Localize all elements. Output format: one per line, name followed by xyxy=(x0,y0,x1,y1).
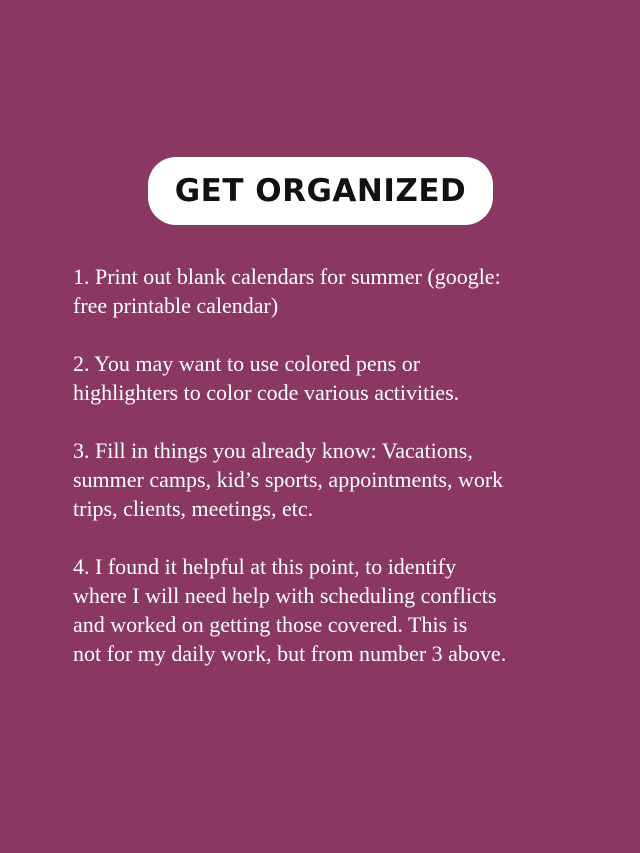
tip-item-2: 2. You may want to use colored pens or highlighters to color code various activities. xyxy=(73,351,460,405)
page-title: GET ORGANIZED xyxy=(174,173,467,209)
tip-item-4: 4. I found it helpful at this point, to identify where I will need help with scheduling conflicts and worked on getting those covered. This is not for my daily work, but from number 3 above. xyxy=(73,554,507,666)
tip-item-1: 1. Print out blank calendars for summer (google: free printable calendar) xyxy=(73,264,501,318)
tips-list xyxy=(73,262,583,697)
title-badge xyxy=(148,157,493,225)
tip-item-3: 3. Fill in things you already know: Vacations, summer camps, kid’s sports, appointments, work trips, clients, meetings, etc. xyxy=(73,438,504,521)
